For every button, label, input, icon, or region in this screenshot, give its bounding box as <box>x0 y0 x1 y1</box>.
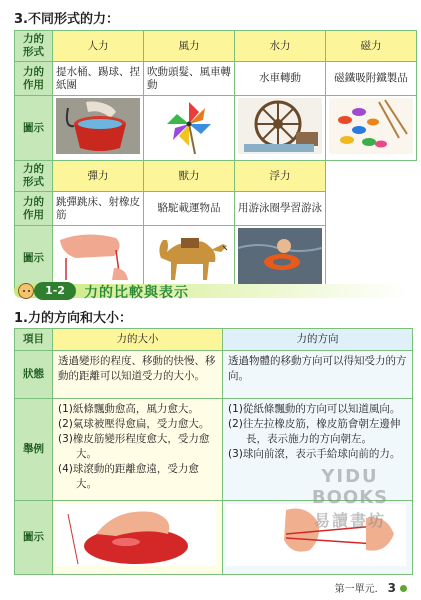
lesson-title: 力的比較與表示 <box>84 285 189 301</box>
row-label-illustration-3: 圖示 <box>15 501 53 575</box>
illustration-human <box>53 96 144 161</box>
lesson-banner <box>14 281 414 301</box>
row-label-form: 力的形式 <box>15 31 53 62</box>
effect-wind: 吹動頭髮、風車轉動 <box>144 62 235 96</box>
page-footer <box>335 580 407 595</box>
swim-ring-image <box>238 228 322 284</box>
force-forms-table <box>14 30 417 291</box>
effect-magnet: 磁鐵吸附鐵製品 <box>326 62 417 96</box>
row-label-illustration-2: 圖示 <box>15 226 53 291</box>
examples-size <box>53 399 223 501</box>
illustration-magnet <box>326 96 417 161</box>
effect-animal: 駱駝載運物品 <box>144 192 235 226</box>
camel-image <box>147 228 231 284</box>
row-label-illustration: 圖示 <box>15 96 53 161</box>
form-wind: 風力 <box>144 31 235 62</box>
header-size: 力的大小 <box>53 329 223 351</box>
effect-human: 提水桶、踢球、捏紙團 <box>53 62 144 96</box>
footer-unit: 第一單元． <box>334 584 385 595</box>
lesson-number: 1-2 <box>34 282 76 300</box>
illustration-wind <box>144 96 235 161</box>
size-example-4: (4)球滾動的距離愈遠，受力愈大。 <box>58 463 199 490</box>
section-1-title: 1.力的方向和大小： <box>14 311 132 326</box>
row-label-form-2: 力的形式 <box>15 161 53 192</box>
bucket-image <box>56 98 140 154</box>
direction-example-2: (2)往左拉橡皮筋，橡皮筋會朝左邊伸長，表示施力的方向朝左。 <box>228 418 401 445</box>
magnet-fishing-image <box>329 98 413 154</box>
form-water: 水力 <box>235 31 326 62</box>
balloon-press-image <box>56 504 216 566</box>
waterwheel-image <box>238 98 322 154</box>
header-item: 項目 <box>15 329 53 351</box>
illustration-water <box>235 96 326 161</box>
row-label-examples: 舉例 <box>15 399 53 501</box>
row-label-effect: 力的作用 <box>15 62 53 96</box>
effect-buoyancy: 用游泳圈學習游泳 <box>235 192 326 226</box>
form-buoyancy: 浮力 <box>235 161 326 192</box>
form-animal: 獸力 <box>144 161 235 192</box>
pinwheel-image <box>147 98 231 154</box>
row-label-effect-2: 力的作用 <box>15 192 53 226</box>
student-face-icon <box>18 283 34 299</box>
direction-example-1: (1)從紙條飄動的方向可以知道風向。 <box>228 403 401 415</box>
size-example-3: (3)橡皮筋變形程度愈大，受力愈大。 <box>58 433 210 460</box>
force-comparison-table <box>14 328 413 575</box>
rubber-band-hand-image <box>56 228 140 284</box>
size-example-2: (2)氣球被壓得愈扁，受力愈大。 <box>58 418 210 430</box>
form-magnet: 磁力 <box>326 31 417 62</box>
effect-elastic: 跳彈跳床、射橡皮筋 <box>53 192 144 226</box>
effect-water: 水車轉動 <box>235 62 326 96</box>
state-direction: 透過物體的移動方向可以得知受力的方向。 <box>223 351 413 399</box>
footer-dot-icon <box>400 585 407 592</box>
state-size: 透過變形的程度、移動的快慢、移動的距離可以知道受力的大小。 <box>53 351 223 399</box>
header-direction: 力的方向 <box>223 329 413 351</box>
direction-example-3: (3)球向前滾，表示手給球向前的力。 <box>228 448 401 460</box>
form-elastic: 彈力 <box>53 161 144 192</box>
row-label-state: 狀態 <box>15 351 53 399</box>
size-example-1: (1)紙條飄動愈高，風力愈大。 <box>58 403 199 415</box>
page-number: 3 <box>387 581 396 595</box>
form-human: 人力 <box>53 31 144 62</box>
publisher-watermark: YIDU BOOKS 易讀書坊 <box>311 466 389 530</box>
illustration-size <box>53 501 223 575</box>
section-3-title: 3.不同形式的力： <box>14 12 119 27</box>
